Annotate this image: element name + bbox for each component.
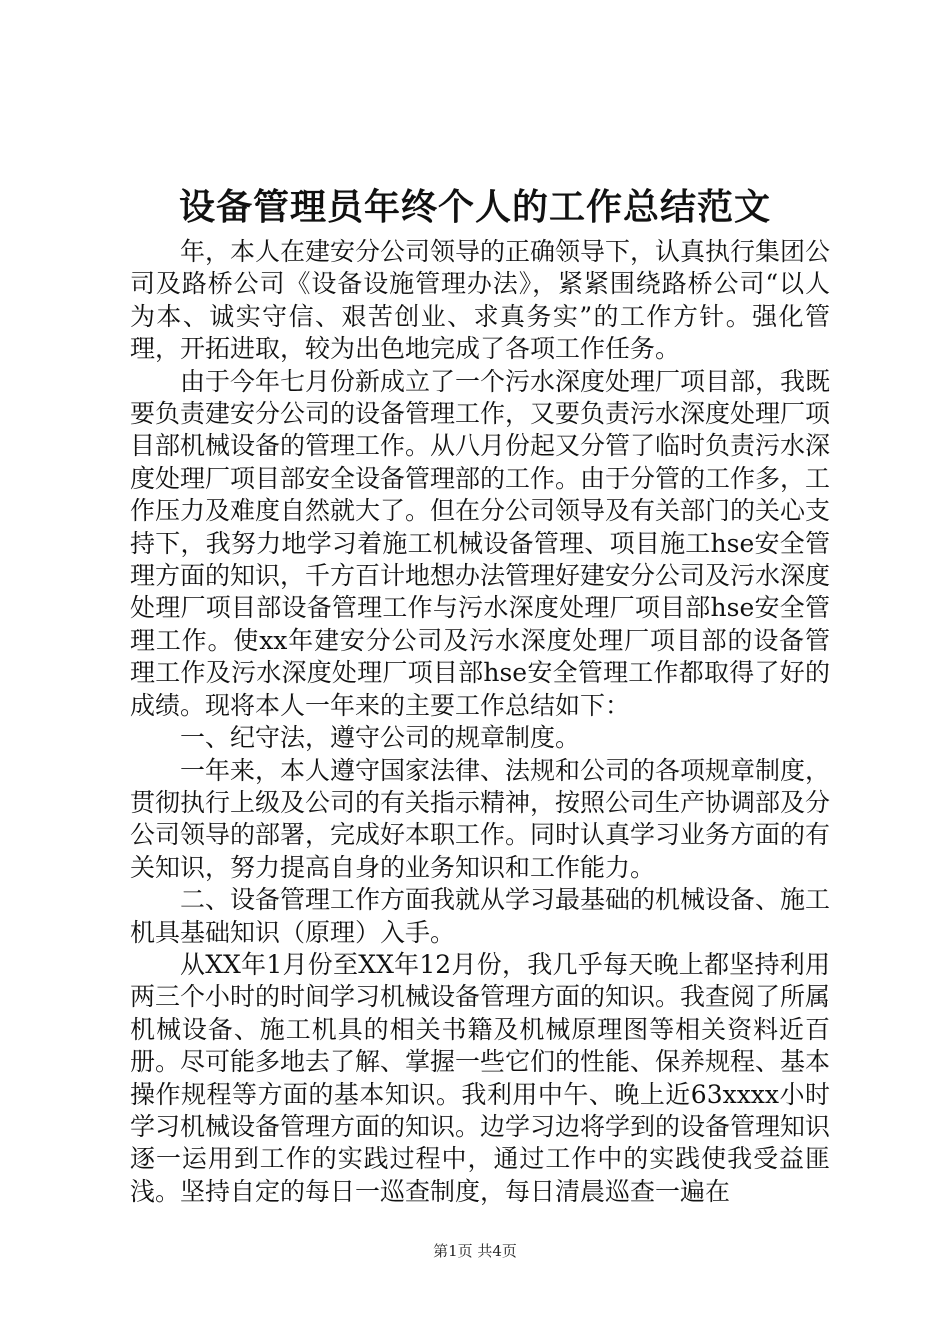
paragraph-section-1: 一年来，本人遵守国家法律、法规和公司的各项规章制度，贯彻执行上级及公司的有关指示精神，按照公司生产协调部及分公司领导的部署，完成好本职工作。同时认真学习业务方面的有关知识，努力提高自身的业务知识和工作能力。 [130,755,831,882]
paragraph-background: 由于今年七月份新成立了一个污水深度处理厂项目部，我既要负责建安分公司的设备管理工作，又要负责污水深度处理厂项目部机械设备的管理工作。从八月份起又分管了临时负责污水深度处理厂项目部安全设备管理部的工作。由于分管的工作多，工作压力及难度自然就大了。但在分公司领导及有关部门的关心支持下，我努力地学习着施工机械设备管理、项目施工hse安全管理方面的知识，千方百计地想办法管理好建安分公司及污水深度处理厂项目部设备管理工作与污水深度处理厂项目部hse安全管理工作。使xx年建安分公司及污水深度处理厂项目部的设备管理工作及污水深度处理厂项目部hse安全管理工作都取得了好的成绩。现将本人一年来的主要工作总结如下： [130,366,831,720]
section-heading-1: 一、纪守法，遵守公司的规章制度。 [180,723,581,753]
section-heading-2: 二、设备管理工作方面我就从学习最基础的机械设备、施工机具基础知识（原理）入手。 [130,885,831,947]
page-number-footer: 第1页 共4页 [433,1242,517,1260]
document-title: 设备管理员年终个人的工作总结范文 [178,186,771,228]
paragraph-intro: 年，本人在建安分公司领导的正确领导下，认真执行集团公司及路桥公司《设备设施管理办法》，紧紧围绕路桥公司“以人为本、诚实守信、艰苦创业、求真务实”的工作方针。强化管理，开拓进取，较为出色地完成了各项工作任务。 [130,237,831,364]
document-body [130,236,830,1208]
paragraph-section-2: 从XX年1月份至XX年12月份，我几乎每天晚上都坚持利用两三个小时的时间学习机械设备管理方面的知识。我查阅了所属机械设备、施工机具的相关书籍及机械原理图等相关资料近百册。尽可能多地去了解、掌握一些它们的性能、保养规程、基本操作规程等方面的基本知识。我利用中午、晚上近63xxxx小时学习机械设备管理方面的知识。边学习边将学到的设备管理知识逐一运用到工作的实践过程中，通过工作中的实践使我受益匪浅。坚持自定的每日一巡查制度，每日清晨巡查一遍在 [130,949,831,1206]
